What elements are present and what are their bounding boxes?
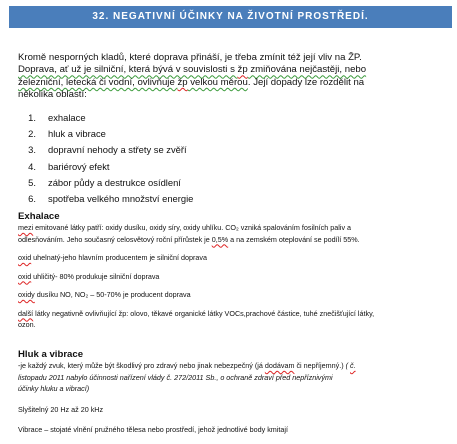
list-item-number: 5.	[28, 176, 36, 188]
hluk-heading: Hluk a vibrace	[18, 349, 84, 360]
list-item-number: 4.	[28, 160, 36, 172]
exhalace-text	[18, 222, 443, 245]
impact-areas-list	[18, 110, 193, 207]
list-item-label: bariérový efekt	[48, 160, 110, 172]
nox-line	[18, 289, 443, 301]
vibrace-definition: Vibrace – stojaté vlnění pružného tělesa nebo prostředí, jehož jednotlivé body kmitají	[18, 425, 288, 434]
intro-line-2-word: žp	[237, 64, 248, 76]
list-item-number: 6.	[28, 192, 36, 204]
list-item	[18, 142, 193, 158]
list-item-label: zábor půdy a destrukce osídlení	[48, 176, 181, 188]
intro-line-3-text-c: velkou měrou	[187, 76, 248, 88]
intro-line-3	[18, 77, 438, 89]
other-text-end: ozon.	[18, 320, 36, 329]
list-item-number: 2.	[28, 128, 36, 140]
other-word: další	[18, 308, 34, 318]
intro-paragraph	[18, 52, 438, 102]
list-item-label: spotřeba velkého množství energie	[48, 192, 194, 204]
hluk-text-italic: (	[345, 361, 350, 370]
exhalace-text-part: odlesňováním. Jeho současný celosvětový roční přírůstek je	[18, 234, 212, 244]
hluk-word: dodávam	[264, 361, 295, 370]
co-word: oxid	[18, 253, 32, 262]
intro-line-2-text-a: Doprava, ať už je silniční, která bývá v souvislosti s	[18, 64, 238, 76]
list-item-number: 3.	[28, 144, 36, 156]
list-item-label: exhalace	[48, 112, 86, 123]
hluk-section	[18, 349, 443, 436]
list-item-number: 1.	[28, 112, 36, 123]
exhalace-word: 0,5%	[211, 234, 229, 244]
exhalace-heading: Exhalace	[18, 211, 60, 222]
intro-line-2-text-c: zmiňována nejčastěji, nebo	[247, 64, 367, 76]
nox-text: dusíku NO, NO₂ – 50-70% je producent doprava	[34, 290, 191, 299]
hluk-text	[18, 360, 443, 395]
intro-line-1: Kromě nesporných kladů, které doprava přináší, je třeba zmínit též její vliv na ŽP.	[18, 52, 362, 63]
intro-line-3-text-d: . Její dopady lze rozdělit na	[247, 76, 365, 88]
intro-line-4: několika oblastí:	[18, 89, 87, 101]
exhalace-section	[18, 211, 443, 331]
list-item	[18, 110, 193, 126]
intro-line-3-word: žp	[177, 76, 188, 88]
list-item	[18, 126, 193, 142]
exhalace-text-part: emitované látky patří: oxidy dusíku, oxidy síry, oxidy uhlíku. CO₂ vzniká spalováním fosilních paliv a	[33, 223, 352, 232]
exhalace-text-part: a na zemském oteplování se podílí 55%.	[228, 234, 360, 244]
hluk-text-italic: listopadu 2011 nabylo účinnosti nařízení vlády č. 272/2011 Sb., o ochraně zdraví před nepříznivými	[18, 372, 333, 382]
co2-word: oxid	[18, 271, 32, 281]
intro-line-3-text-a: železniční, letecká či vodní, ovlivňuje	[18, 76, 178, 88]
list-item	[18, 159, 193, 175]
co2-line	[18, 271, 443, 283]
hluk-text-part: či nepříjemný.)	[294, 361, 346, 370]
hluk-word: č.	[350, 361, 356, 370]
audible-range: Slyšitelný 20 Hz až 20 kHz	[18, 404, 104, 414]
nox-word: oxidy	[18, 290, 35, 299]
section-title: 32. NEGATIVNÍ ÚČINKY NA ŽIVOTNÍ PROSTŘEDÍ.	[92, 11, 369, 22]
hluk-text-part: -je každý zvuk, který může být škodlivý pro zdravý nebo jinak nebezpečný (já	[18, 361, 265, 370]
other-substances	[18, 308, 443, 331]
co2-text: uhličitý- 80% produkuje silniční doprava	[31, 271, 160, 281]
list-item-label: hluk a vibrace	[48, 128, 106, 140]
list-item-label: dopravní nehody a střety se zvěří	[48, 144, 187, 156]
exhalace-word: mezi	[18, 223, 34, 232]
other-text: látky negativně ovlivňující žp: olovo, těkavé organické látky VOCs,prachové částice, tuhé znečišťující látky,	[33, 308, 375, 318]
list-item	[18, 191, 193, 207]
section-header	[9, 6, 452, 28]
list-item	[18, 175, 193, 191]
hluk-text-italic: účinky hluku a vibrací)	[18, 384, 90, 393]
co-text: uhelnatý-jeho hlavním producentem je silniční doprava	[31, 253, 207, 262]
co-line	[18, 252, 443, 264]
intro-line-2	[18, 64, 438, 76]
